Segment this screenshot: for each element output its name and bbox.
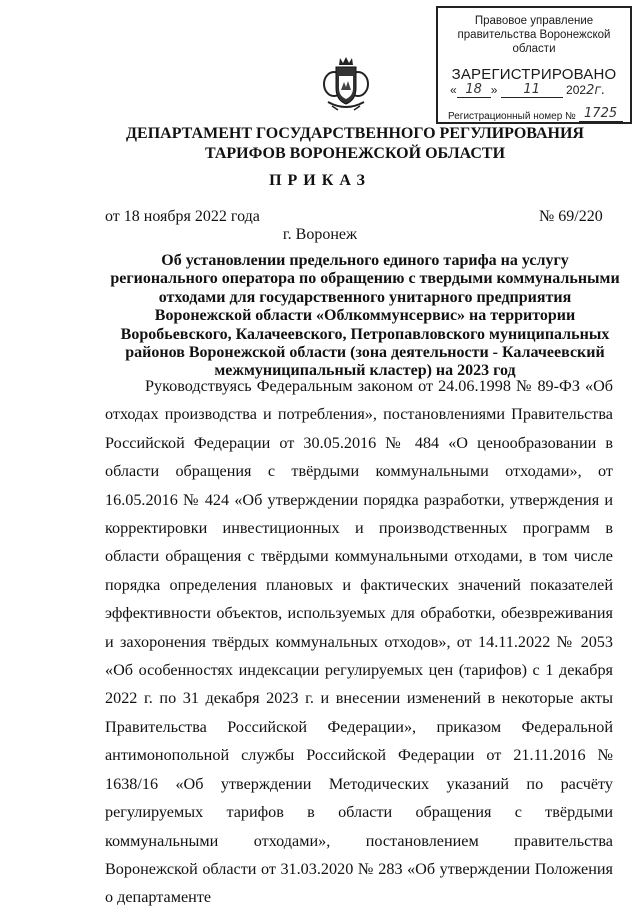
order-subject: Об установлении предельного единого тарифа на услугу регионального оператора по обращению с твердыми коммунальными отходами для государственного унитарного предприятия Воронежской области «Облкоммунсервис» на территории Воробьевского, Калачеевского, Петропавловского муниципальных районов Воронежской области (зона деятельности - Калачеевский межмуниципальный кластер) на 2023 год <box>110 252 620 380</box>
stamp-reg-number <box>448 106 624 122</box>
stamp-organization: Правовое управление правительства Воронежской области <box>457 15 611 55</box>
stamp-date-year-suffix: 2г. <box>586 83 606 98</box>
registration-stamp <box>436 6 632 124</box>
stamp-date-month: 11 <box>523 82 540 97</box>
stamp-date-year-prefix: 202 <box>566 83 587 97</box>
document-type: ПРИКАЗ <box>269 172 371 189</box>
stamp-date: « 18 » 11 2022г. <box>450 82 606 98</box>
body-paragraph: Руководствуясь Федеральным законом от 24.06.1998 № 89-ФЗ «Об отходах производства и потребления», постановлениями Правительства Российской Федерации от 30.05.2016 № 484 «О ценообразовании в области обращения с твёрдыми коммунальными отходами», от 16.05.2016 № 424 «Об утверждении порядка разработки, утверждения и корректировки инвестиционных и производственных программ в области обращения с твёрдыми коммунальными отходами, в том числе порядка определения плановых и фактических значений показателей эффективности объектов, используемых для обработки, обезвреживания и захоронения твёрдых коммунальных отходов», от 14.11.2022 № 2053 «Об особенностях индексации регулируемых цен (тарифов) с 1 декабря 2022 г. по 31 декабря 2023 г. и внесении изменений в некоторые акты Правительства Российской Федерации», приказом Федеральной антимонопольной службы Российской Федерации от 21.11.2016 № 1638/16 «Об утверждении Методических указаний по расчёту регулируемых тарифов в области обращения с твёрдыми коммунальными отходами», постановлением правительства Воронежской области от 31.03.2020 № 283 «Об утверждении Положения о департаменте <box>105 377 613 907</box>
stamp-reg-number-label: Регистрационный номер № <box>448 111 576 122</box>
order-date: от 18 ноября 2022 года <box>105 208 260 225</box>
stamp-reg-number-value: 1725 <box>584 106 618 121</box>
order-number: № 69/220 <box>539 208 603 225</box>
voronezh-coat-of-arms-icon <box>318 54 374 114</box>
stamp-status: ЗАРЕГИСТРИРОВАНО <box>451 66 617 83</box>
order-city: г. Воронеж <box>282 226 358 243</box>
stamp-date-day: 18 <box>465 82 482 97</box>
department-title: ДЕПАРТАМЕНТ ГОСУДАРСТВЕННОГО РЕГУЛИРОВАНИЯ ТАРИФОВ ВОРОНЕЖСКОЙ ОБЛАСТИ <box>126 125 584 162</box>
